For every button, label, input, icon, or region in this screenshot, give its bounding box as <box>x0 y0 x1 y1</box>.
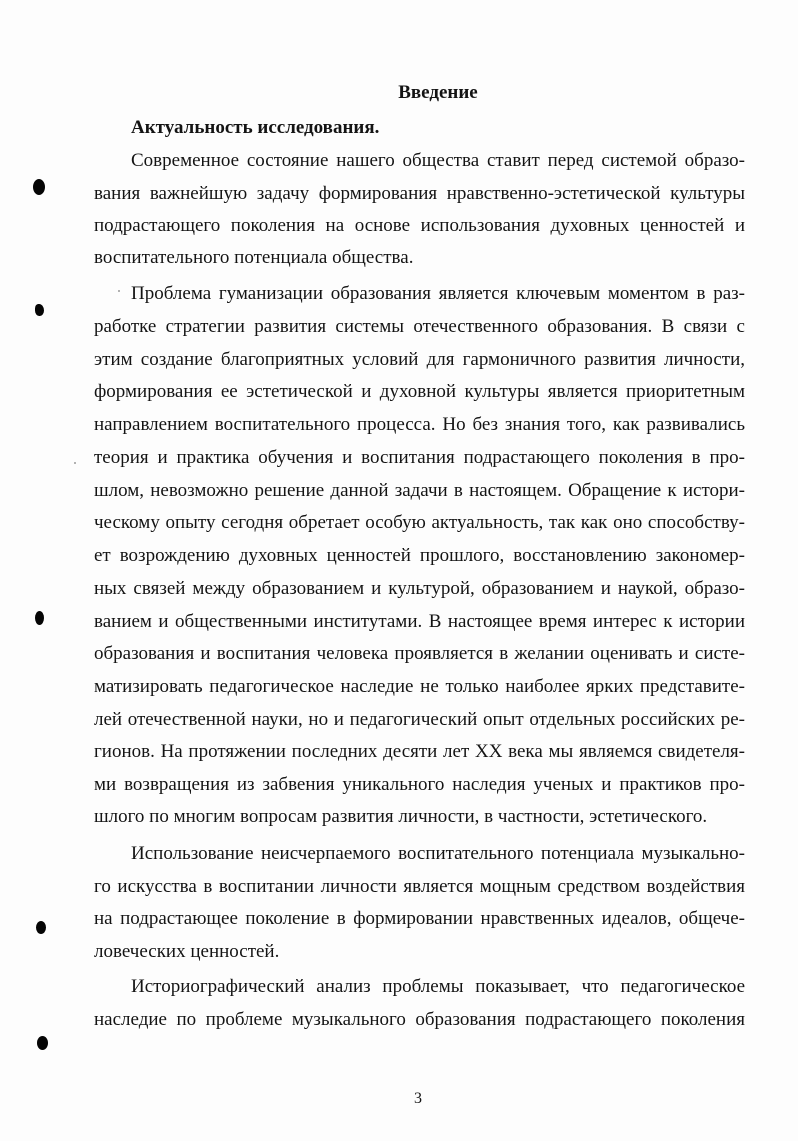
section-heading: Введение <box>398 82 478 103</box>
text-line: подрастающего поколения на основе использования духовных ценностей и <box>94 215 745 236</box>
punch-hole-mark <box>33 179 45 195</box>
scan-speck <box>74 462 76 464</box>
text-line: образования и воспитания человека проявляется в желании оценивать и систе- <box>94 643 745 664</box>
text-line: наследие по проблеме музыкального образования подрастающего поколения <box>94 1009 745 1030</box>
scan-speck <box>118 290 120 292</box>
text-line: ет возрождению духовных ценностей прошлого, восстановлению закономер- <box>94 545 745 566</box>
text-line: матизировать педагогическое наследие не только наиболее ярких представите- <box>94 676 745 697</box>
text-line: лей отечественной науки, но и педагогический опыт отдельных российских ре- <box>94 709 745 730</box>
subsection-heading: Актуальность исследования. <box>131 117 380 138</box>
text-line: ванием и общественными институтами. В настоящее время интерес к истории <box>94 611 745 632</box>
punch-hole-mark <box>36 921 46 934</box>
text-line: го искусства в воспитании личности является мощным средством воздействия <box>94 876 745 897</box>
text-line: этим создание благоприятных условий для гармоничного развития личности, <box>94 349 745 370</box>
text-line: Современное состояние нашего общества ставит перед системой образо- <box>131 150 745 171</box>
text-line: воспитательного потенциала общества. <box>94 247 414 268</box>
text-line: ческому опыту сегодня обретает особую актуальность, так как оно способству- <box>94 512 745 533</box>
text-line: Использование неисчерпаемого воспитательного потенциала музыкально- <box>131 843 745 864</box>
text-line: Проблема гуманизации образования является ключевым моментом в раз- <box>131 283 745 304</box>
text-line: ных связей между образованием и культурой, образованием и наукой, образо- <box>94 578 745 599</box>
text-line: ловеческих ценностей. <box>94 941 280 962</box>
text-line: вания важнейшую задачу формирования нравственно-эстетической культуры <box>94 183 745 204</box>
text-line: работке стратегии развития системы отечественного образования. В связи с <box>94 316 745 337</box>
text-line: направлением воспитательного процесса. Но без знания того, как развивались <box>94 414 745 435</box>
text-line: шлого по многим вопросам развития личности, в частности, эстетического. <box>94 806 708 827</box>
text-line: формирования ее эстетической и духовной культуры является приоритетным <box>94 381 745 402</box>
text-line: Историографический анализ проблемы показывает, что педагогическое <box>131 976 745 997</box>
text-line: ми возвращения из забвения уникального наследия ученых и практиков про- <box>94 774 745 795</box>
text-line: теория и практика обучения и воспитания подрастающего поколения в про- <box>94 447 745 468</box>
punch-hole-mark <box>37 1036 48 1050</box>
text-line: на подрастающее поколение в формировании нравственных идеалов, общече- <box>94 908 745 929</box>
punch-hole-mark <box>35 304 44 316</box>
text-line: гионов. На протяжении последних десяти лет XX века мы являемся свидетеля- <box>94 741 745 762</box>
punch-hole-mark <box>35 611 44 625</box>
text-line: шлом, невозможно решение данной задачи в настоящем. Обращение к истори- <box>94 480 745 501</box>
page-number: 3 <box>414 1090 422 1107</box>
